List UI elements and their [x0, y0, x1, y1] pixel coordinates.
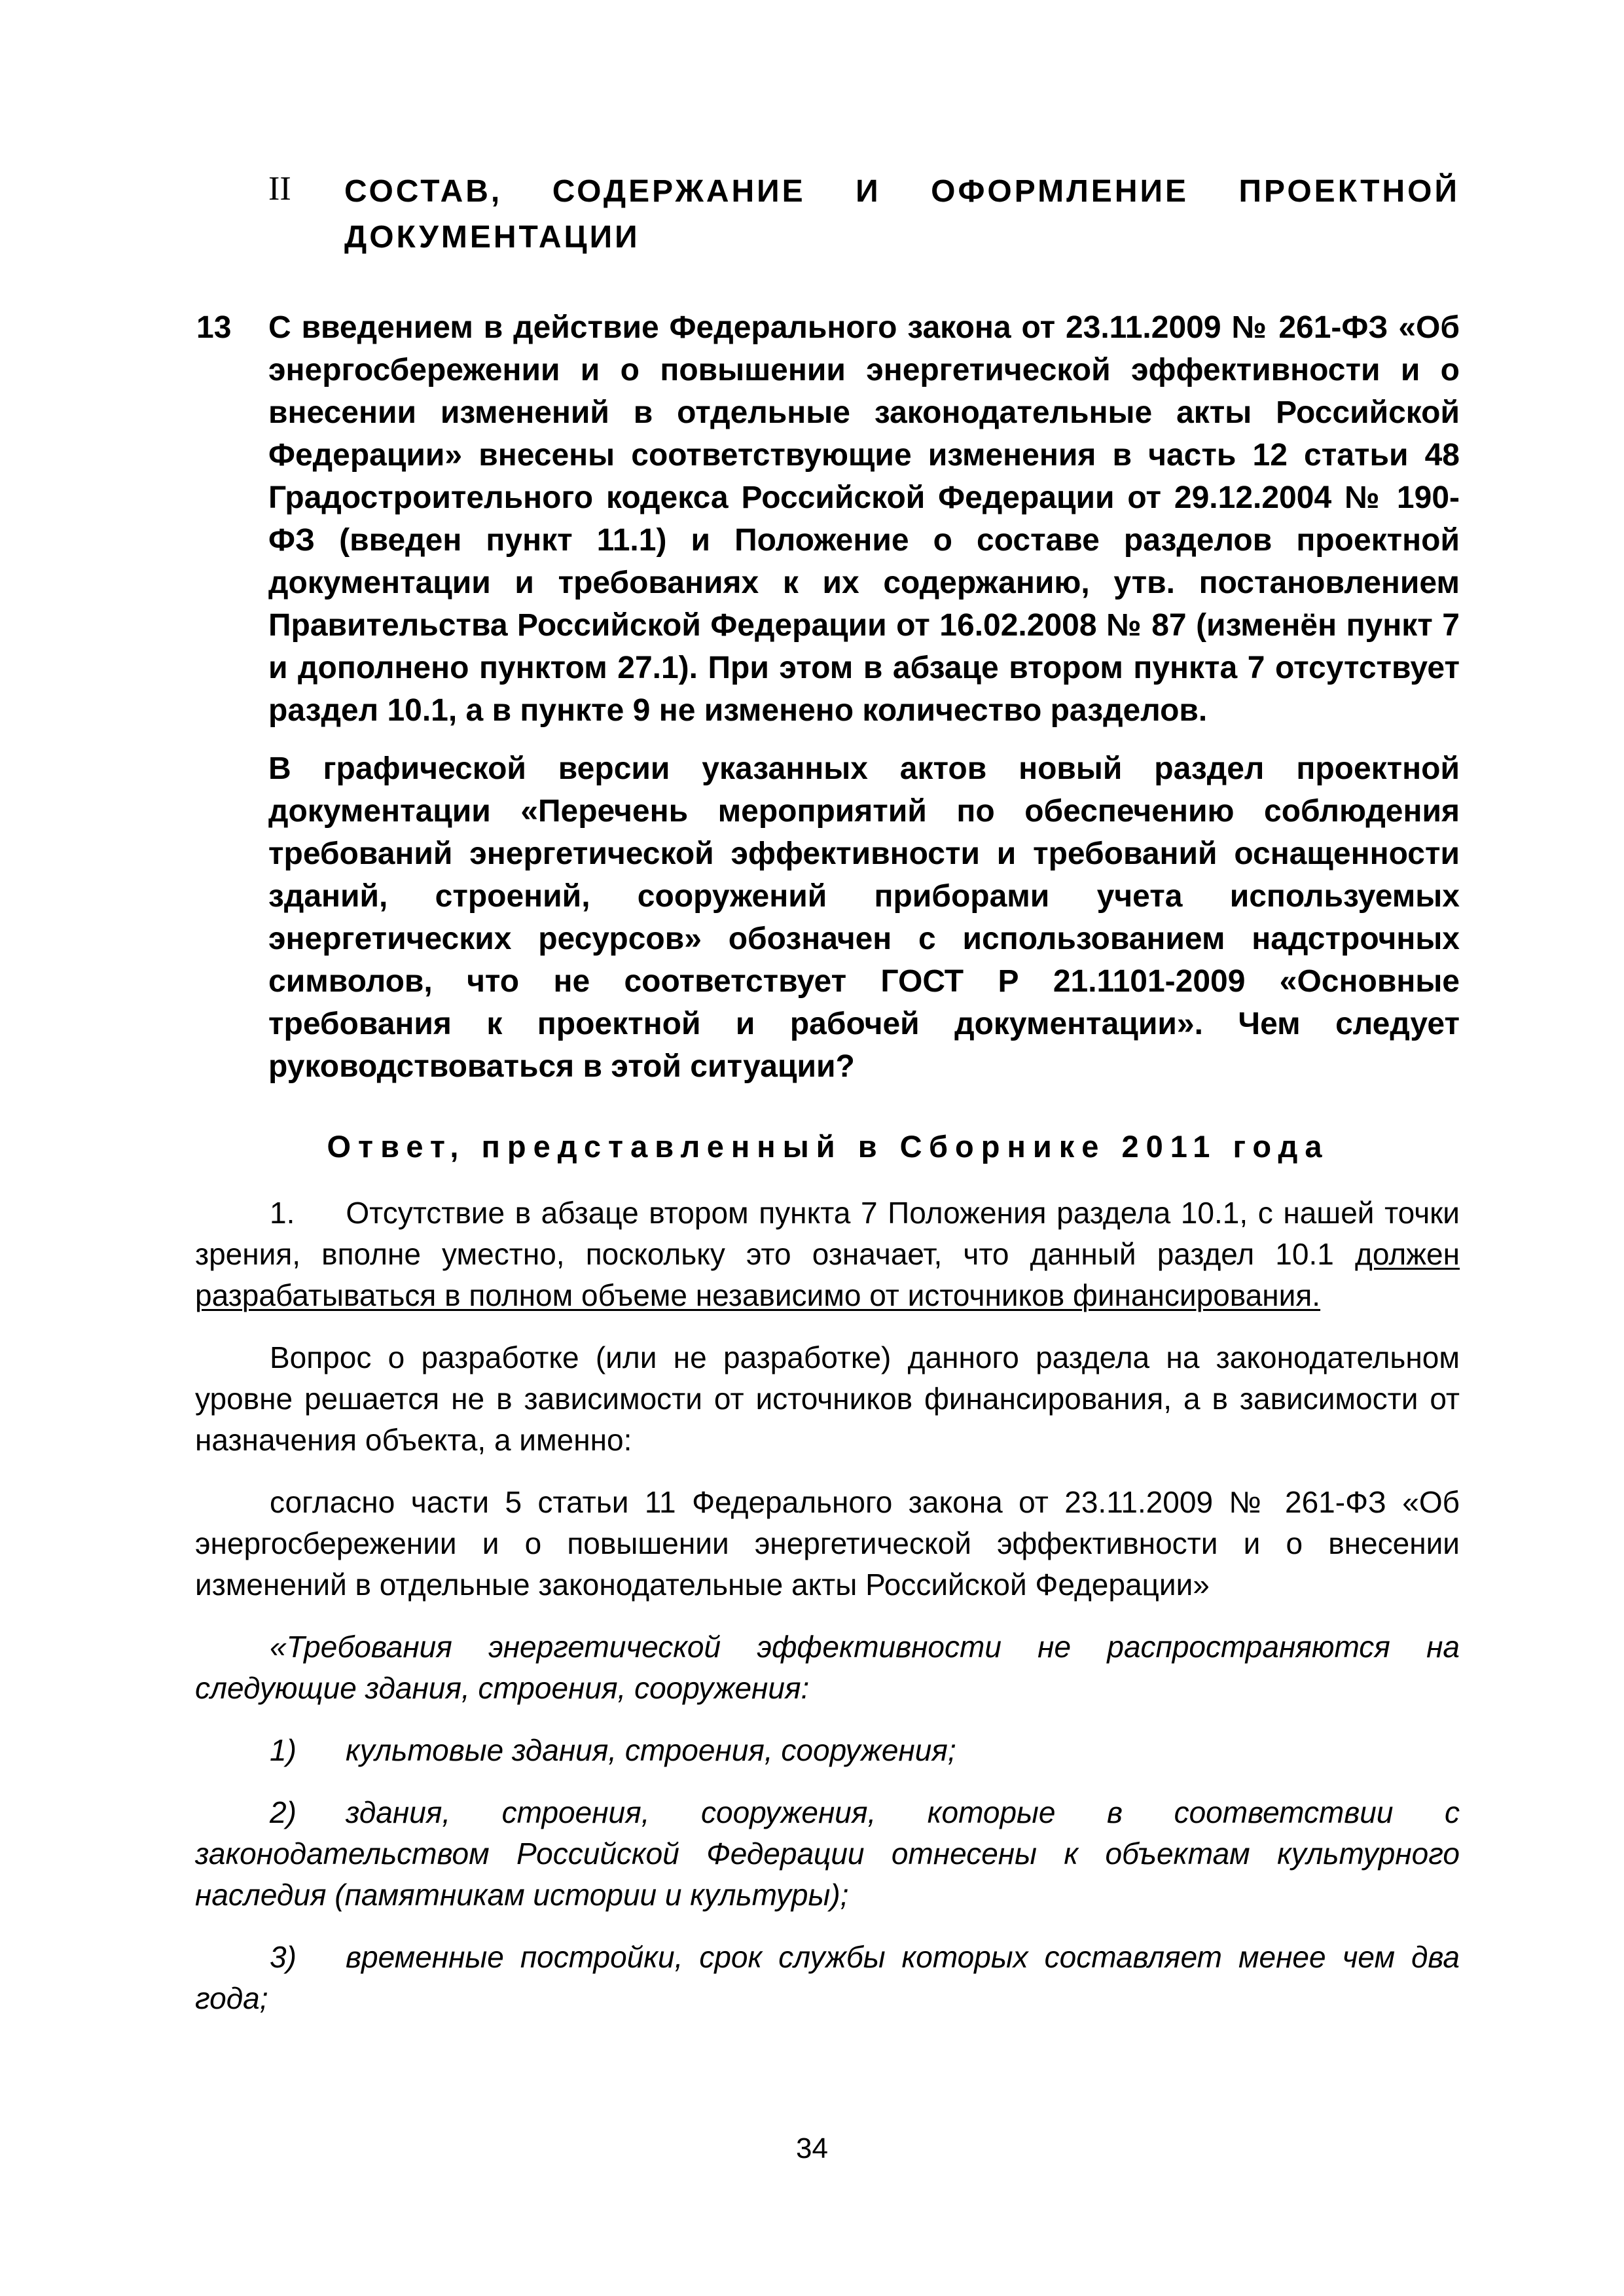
- page-number: 34: [796, 2132, 828, 2164]
- section-number: II: [268, 170, 291, 207]
- question-text: [268, 306, 1460, 1088]
- question-number: 13: [196, 310, 232, 345]
- list-item-text: культовые здания, строения, сооружения;: [346, 1733, 956, 1767]
- list-item-number: 2): [270, 1795, 297, 1829]
- answer-paragraph-2: Вопрос о разработке (или не разработке) данного раздела на законодательном уровне решается не в зависимости от источников финансирования, а в зависимости от назначения объекта, а именно:: [195, 1340, 1460, 1457]
- list-item: [195, 1730, 1460, 1771]
- list-item: [195, 1792, 1460, 1916]
- section-title: СОСТАВ, СОДЕРЖАНИЕ И ОФОРМЛЕНИЕ ПРОЕКТНОЙ ДОКУМЕНТАЦИИ: [344, 174, 1460, 255]
- answer-paragraph-3: согласно части 5 статьи 11 Федерального закона от 23.11.2009 № 261-ФЗ «Об энергосбережении и о повышении энергетической эффективности и о внесении изменений в отдельные законодательные акты Российской Федерации»: [195, 1485, 1460, 1602]
- answer-paragraph-1: [195, 1193, 1460, 1316]
- list-item-text: здания, строения, сооружения, которые в соответствии с законодательством Российской Федерации отнесены к объектам культурного наследия (памятникам истории и культуры);: [195, 1795, 1460, 1912]
- list-item-number: 1): [270, 1733, 297, 1767]
- law-quote: «Требования энергетической эффективности не распространяются на следующие здания, строения, сооружения:: [195, 1630, 1460, 1705]
- answer-heading: Ответ, представленный в Сборнике 2011 года: [327, 1129, 1329, 1164]
- answer-paragraph-1-start: 1. Отсутствие в абзаце втором пункта 7 Положения раздела 10.1, с нашей точки зрения, вполне уместно, поскольку это означает, что данный раздел 10.1: [195, 1196, 1460, 1271]
- question-paragraph: С введением в действие Федерального закона от 23.11.2009 № 261-ФЗ «Об энергосбережении и о повышении энергетической эффективности и о внесении изменений в отдельные законодательные акты Российской Федерации» внесены соответствующие изменения в часть 12 статьи 48 Градостроительного кодекса Российской Федерации от 29.12.2004 № 190-ФЗ (введен пункт 11.1) и Положение о составе разделов проектной документации и требованиях к их содержанию, утв. постановлением Правительства Российской Федерации от 16.02.2008 № 87 (изменён пункт 7 и дополнено пунктом 27.1). При этом в абзаце втором пункта 7 отсутствует раздел 10.1, а в пункте 9 не изменено количество разделов.: [268, 310, 1460, 728]
- answer-underlined-text: должен разрабатываться в полном объеме независимо от источников финансирования.: [195, 1237, 1460, 1312]
- question-paragraph: В графической версии указанных актов новый раздел проектной документации «Перечень мероприятий по обеспечению соблюдения требований энергетической эффективности и требований оснащенности зданий, строений, сооружений приборами учета используемых энергетических ресурсов» обозначен с использованием надстрочных символов, что не соответствует ГОСТ Р 21.1101-2009 «Основные требования к проектной и рабочей документации». Чем следует руководствоваться в этой ситуации?: [268, 751, 1460, 1084]
- list-item: [195, 1937, 1460, 2019]
- list-item-number: 3): [270, 1940, 297, 1974]
- answer-text: [195, 1193, 1460, 2040]
- list-item-text: временные постройки, срок службы которых составляет менее чем два года;: [195, 1940, 1460, 2015]
